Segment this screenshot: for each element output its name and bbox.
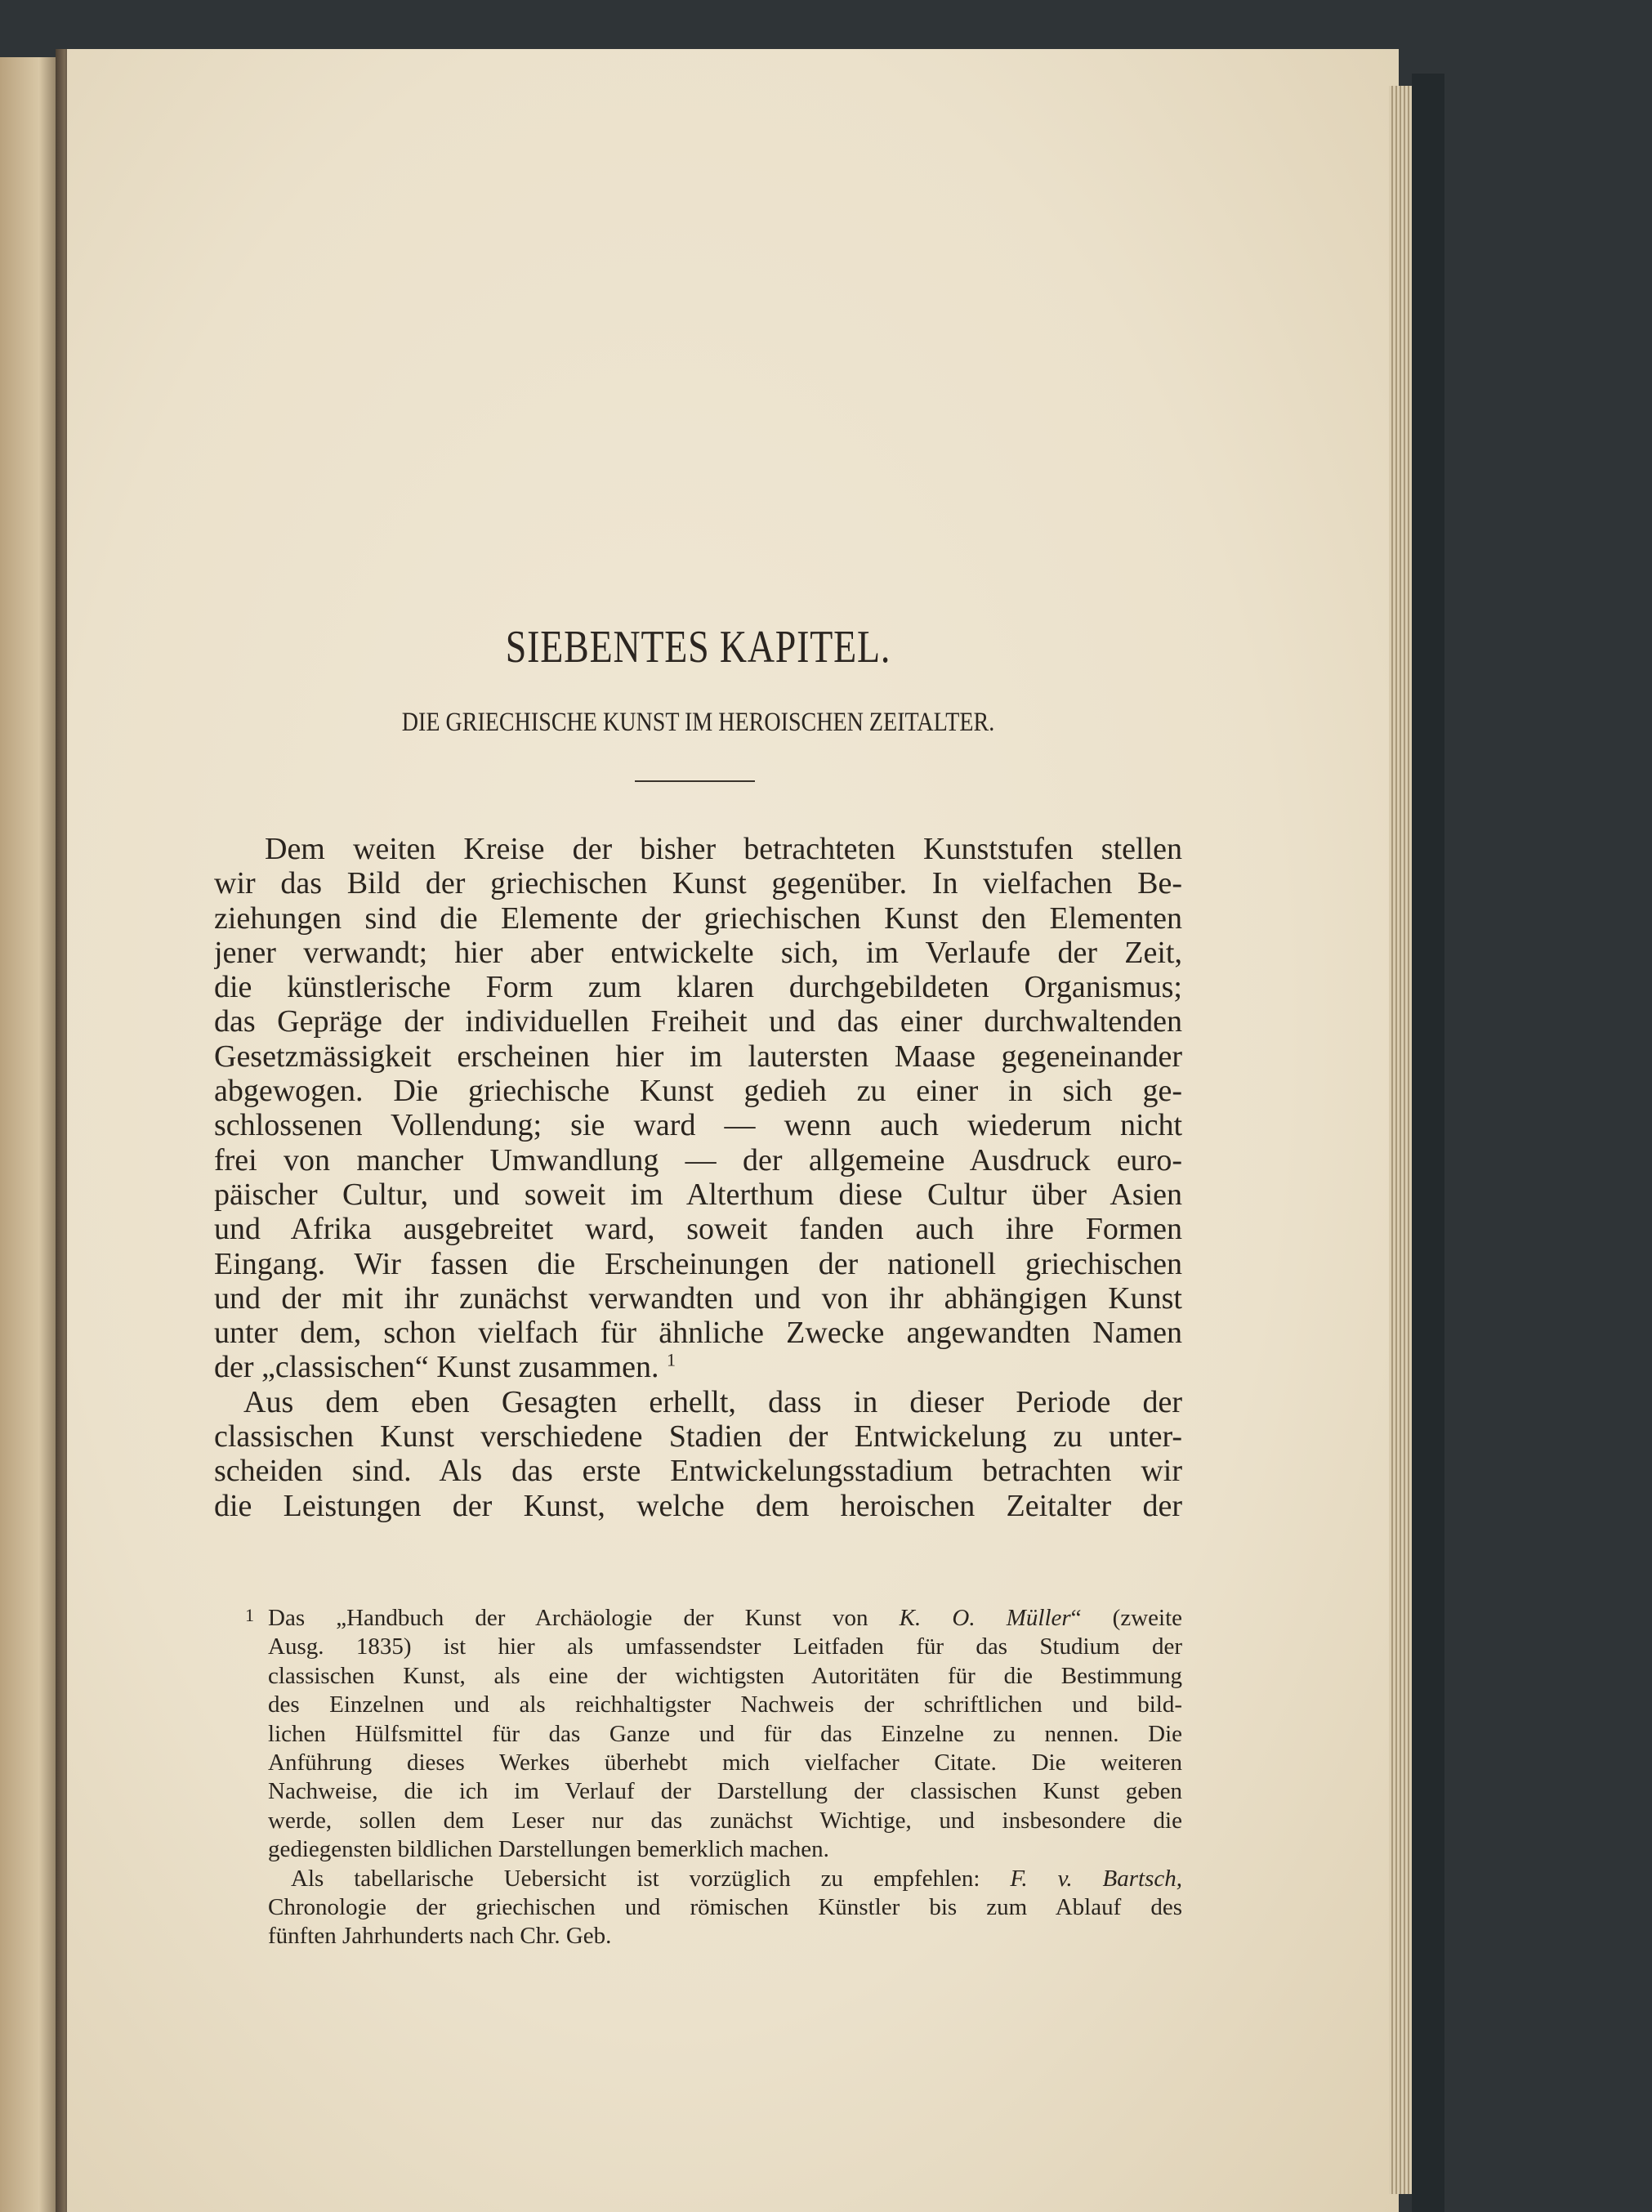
footnote-line: werde, sollen dem Leser nur das zunächst Wichtige, und insbesondere die: [268, 1807, 1182, 1834]
chapter-title: SIEBENTES KAPITEL.: [505, 622, 891, 673]
body-line: und Afrika ausgebreitet ward, soweit fanden auch ihre Formen: [214, 1212, 1182, 1247]
body-line: Eingang. Wir fassen die Erscheinungen der nationell griechischen: [214, 1246, 1182, 1281]
body-line: scheiden sind. Als das erste Entwickelungsstadium betrachten wir: [214, 1454, 1182, 1489]
footnote-line: Anführung dieses Werkes überhebt mich vielfacher Citate. Die weiteren: [268, 1749, 1182, 1776]
body-line: Gesetzmässigkeit erscheinen hier im lautersten Maase gegeneinander: [214, 1039, 1182, 1074]
body-line: die Leistungen der Kunst, welche dem heroischen Zeitalter der: [214, 1488, 1182, 1523]
body-line: abgewogen. Die griechische Kunst gedieh zu einer in sich ge-: [214, 1074, 1182, 1109]
chapter-subtitle: DIE GRIECHISCHE KUNST IM HEROISCHEN ZEITALTER.: [401, 708, 995, 737]
body-line: das Gepräge der individuellen Freiheit und das einer durchwaltenden: [214, 1004, 1182, 1039]
body-line: classischen Kunst verschiedene Stadien der Entwickelung zu unter-: [214, 1419, 1182, 1455]
footnote-line: [268, 1865, 1182, 1893]
body-line: schlossenen Vollendung; sie ward — wenn auch wiederum nicht: [214, 1108, 1182, 1143]
footnote-line: [245, 1604, 1182, 1633]
body-text: [214, 832, 1182, 1523]
divider-rule: [635, 780, 755, 782]
body-line: wir das Bild der griechischen Kunst gegenüber. In vielfachen Be-: [214, 866, 1182, 901]
body-line: Aus dem eben Gesagten erhellt, dass in dieser Periode der: [243, 1384, 1182, 1419]
footnote-author: K. O. Müller: [899, 1605, 1071, 1631]
footnote-text: Als tabellarische Uebersicht ist vorzüglich zu empfehlen:: [291, 1865, 1011, 1892]
footnote-line: des Einzelnen und als reichhaltigster Nachweis der schriftlichen und bild-: [268, 1691, 1182, 1718]
book-cover-edge: [1412, 74, 1444, 2212]
body-line: unter dem, schon vielfach für ähnliche Zwecke angewandten Namen: [214, 1316, 1182, 1351]
footnote-line: Nachweise, die ich im Verlauf der Darstellung der classischen Kunst geben: [268, 1778, 1182, 1805]
footnote-author: F. v. Bartsch,: [1010, 1865, 1182, 1892]
footnote-line: Chronologie der griechischen und römischen Künstler bis zum Ablauf des: [268, 1893, 1182, 1920]
body-line: frei von mancher Umwandlung — der allgemeine Ausdruck euro-: [214, 1142, 1182, 1177]
footnote-line: gediegensten bildlichen Darstellungen bemerklich machen.: [268, 1836, 829, 1863]
footnote-line: lichen Hülfsmittel für das Ganze und für das Einzelne zu nennen. Die: [268, 1720, 1182, 1747]
footnote-line: fünften Jahrhunderts nach Chr. Geb.: [268, 1923, 612, 1950]
body-line: Dem weiten Kreise der bisher betrachteten Kunststufen stellen: [265, 832, 1182, 866]
body-line: und der mit ihr zunächst verwandten und von ihr abhängigen Kunst: [214, 1280, 1182, 1316]
body-line: päischer Cultur, und soweit im Alterthum diese Cultur über Asien: [214, 1177, 1182, 1212]
body-line-text: der „classischen“ Kunst zusammen.: [214, 1350, 659, 1385]
body-line: die künstlerische Form zum klaren durchgebildeten Organismus;: [214, 970, 1182, 1005]
footnote-line: Ausg. 1835) ist hier als umfassendster Leitfaden für das Studium der: [268, 1633, 1182, 1660]
footnote-marker: 1: [245, 1605, 254, 1625]
footnote: [245, 1604, 1182, 1951]
footnote-line: classischen Kunst, als eine der wichtigsten Autoritäten für die Bestimmung: [268, 1662, 1182, 1689]
body-line: [214, 1350, 1182, 1384]
body-line: jener verwandt; hier aber entwickelte sich, im Verlaufe der Zeit,: [214, 935, 1182, 970]
footnote-text: “ (zweite: [1070, 1605, 1182, 1631]
body-line: ziehungen sind die Elemente der griechischen Kunst den Elementen: [214, 900, 1182, 936]
footnote-reference[interactable]: 1: [667, 1350, 676, 1370]
footnote-text: Das „Handbuch der Archäologie der Kunst von: [268, 1605, 900, 1631]
